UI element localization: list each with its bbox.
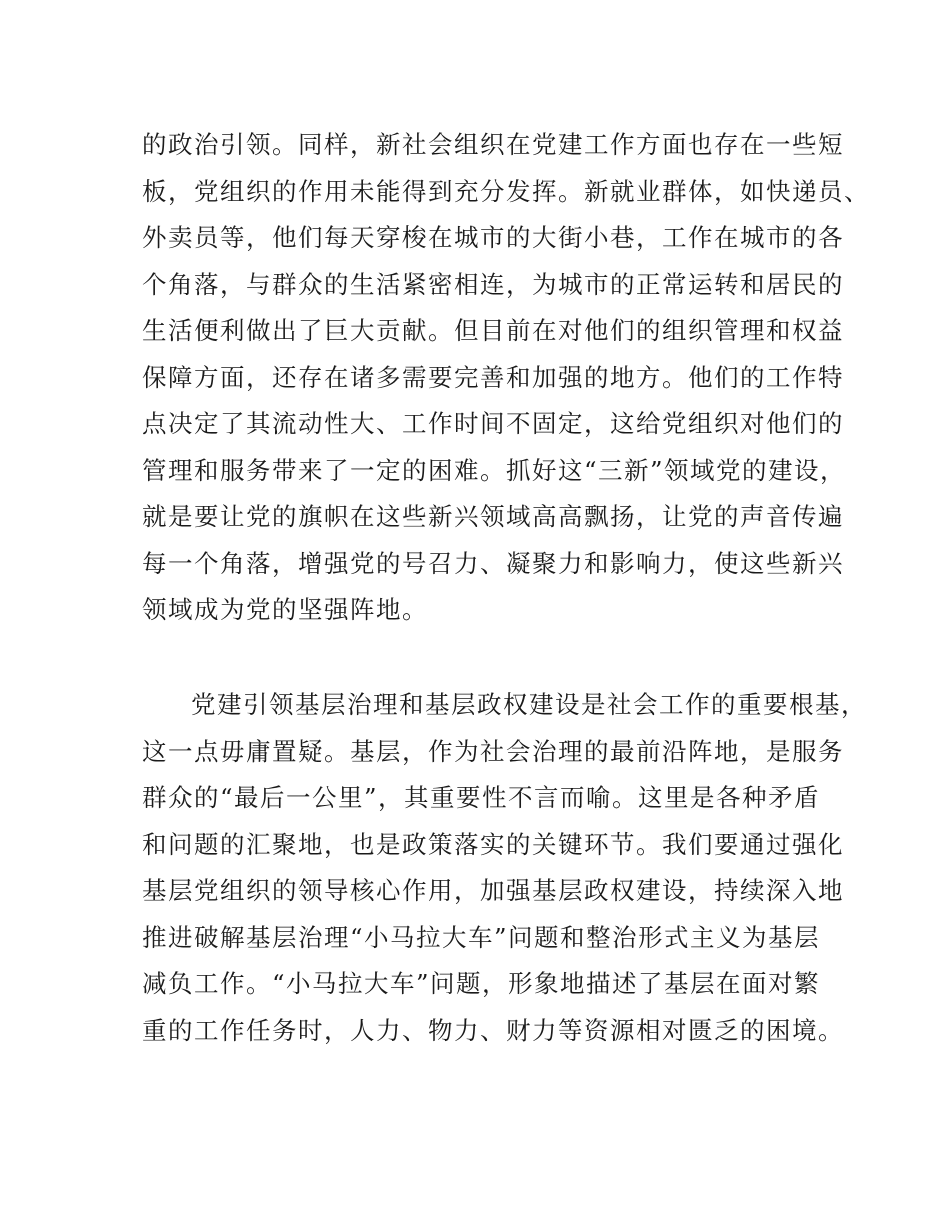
text-line: 重的工作任务时，人力、物力、财力等资源相对匮乏的困境。	[142, 1015, 844, 1045]
text-line: 减负工作。“小马拉大车”问题，形象地描述了基层在面对繁	[142, 969, 821, 998]
text-line: 的政治引领。同样，新社会组织在党建工作方面也存在一些短	[142, 130, 844, 159]
text-line: 生活便利做出了巨大贡献。但目前在对他们的组织管理和权益	[142, 316, 844, 345]
text-line: 保障方面，还存在诸多需要完善和加强的地方。他们的工作特	[142, 362, 844, 392]
text-line: 和问题的汇聚地，也是政策落实的关键环节。我们要通过强化	[142, 829, 844, 859]
text-line: 推进破解基层治理“小马拉大车”问题和整治形式主义为基层	[142, 922, 821, 952]
text-line: 党建引领基层治理和基层政权建设是社会工作的重要根基，	[191, 690, 867, 719]
text-line: 群众的“最后一公里”，其重要性不言而喻。这里是各种矛盾	[142, 783, 821, 812]
text-line: 领域成为党的坚强阵地。	[142, 595, 428, 624]
paragraph-1	[142, 122, 870, 634]
text-line: 基层党组织的领导核心作用，加强基层政权建设，持续深入地	[142, 876, 844, 905]
paragraph-2	[142, 682, 867, 1054]
text-line: 个角落，与群众的生活紧密相连，为城市的正常运转和居民的	[142, 269, 844, 299]
text-line: 这一点毋庸置疑。基层，作为社会治理的最前沿阵地，是服务	[142, 736, 844, 766]
text-line: 管理和服务带来了一定的困难。抓好这“三新”领域党的建设，	[142, 455, 847, 485]
text-line: 就是要让党的旗帜在这些新兴领域高高飘扬，让党的声音传遍	[142, 502, 844, 531]
text-line: 每一个角落，增强党的号召力、凝聚力和影响力，使这些新兴	[142, 548, 844, 578]
text-line: 板，党组织的作用未能得到充分发挥。新就业群体，如快递员、	[142, 176, 870, 206]
text-line: 点决定了其流动性大、工作时间不固定，这给党组织对他们的	[142, 409, 844, 438]
text-line: 外卖员等，他们每天穿梭在城市的大街小巷，工作在城市的各	[142, 223, 844, 252]
